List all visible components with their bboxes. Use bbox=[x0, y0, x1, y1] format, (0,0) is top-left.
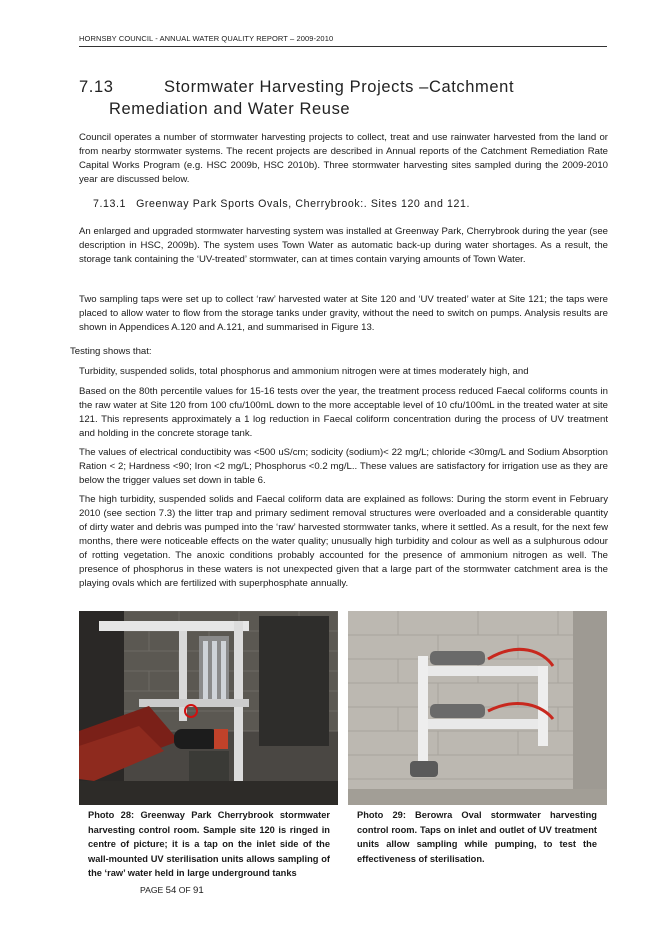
running-header: HORNSBY COUNCIL - ANNUAL WATER QUALITY REPORT – 2009-2010 bbox=[79, 34, 607, 47]
finding-storm-event: The high turbidity, suspended solids and Faecal coliform data are explained as follows: During the storm event in February 2010 (see section 7.3) the litter trap and primary sediment removal structures were overloaded and a considerable quantity of dirty water and debris was pumped into the ‘raw’ harvested stormwater tanks, where it settled. As a result, for the next few months, there were noticeable effects on the water quality; unusually high turbidity and colour as well as a sulphurous odour of rotting vegetation. The anoxic conditions probably accounted for the presence of ammonium nitrogen as well. The presence of phosphorus in these waters is not unexpected given that a large part of the stormwater catchment area is the playing ovals which are fertilized with superphosphate annually. bbox=[79, 494, 608, 589]
photo29-caption: Photo 29: Berowra Oval stormwater harvesting control room. Taps on inlet and outlet of UV treatment units allow sampling while pumping, to test the effectiveness of sterilisation. bbox=[357, 810, 597, 864]
page-footer bbox=[140, 885, 204, 896]
finding-faecal-coliforms: Based on the 80th percentile values for 15-16 tests over the year, the treatment process reduced Faecal coliforms counts in the raw water at Site 120 from 100 cfu/100mL down to the more acceptable level of 10 cfu/100mL in the treated water at site 121. This represents approximately a 1 log reduction in Faecal coliform concentration during the process of UV treatment and holding in the concrete storage tank. bbox=[79, 386, 608, 439]
photo-berowra-control-room bbox=[348, 611, 607, 805]
photo-greenway-control-room bbox=[79, 611, 338, 805]
intro-paragraph: Council operates a number of stormwater harvesting projects to collect, treat and use rainwater harvested from the land or from nearby stormwater systems. The recent projects are described in Annual reports of the Catchment Remediation Rate Capital Works Program (e.g. HSC 2009b, HSC 2010b). Three stormwater harvesting sites sampled during the 2009-2010 year are discussed below. bbox=[79, 132, 608, 185]
paragraph-sampling: Two sampling taps were set up to collect ‘raw’ harvested water at Site 120 and ‘UV treated’ water at Site 121; the taps were placed to allow water to flow from the storage tanks under gravity, without the need to switch on pumps. Analysis results are shown in Appendices A.120 and A.121, and summarised in Figure 13. bbox=[79, 294, 608, 333]
finding-turbidity: Turbidity, suspended solids, total phosphorus and ammonium nitrogen were at times moderately high, and bbox=[79, 366, 529, 377]
subsection-number: 7.13.1 bbox=[93, 198, 127, 210]
section-number: 7.13 bbox=[79, 78, 114, 96]
footer-of-label: OF bbox=[178, 885, 191, 895]
section-title-line2: Remediation and Water Reuse bbox=[109, 100, 351, 118]
photo28-caption: Photo 28: Greenway Park Cherrybrook stormwater harvesting control room. Sample site 120 is ringed in centre of picture; it is a tap on the inlet side of the wall-mounted UV sterilisation units allows sampling of the ‘raw’ water held in large underground tanks bbox=[88, 810, 330, 878]
testing-intro: Testing shows that: bbox=[70, 346, 152, 357]
footer-page-number: 54 bbox=[165, 885, 177, 896]
subsection-heading bbox=[93, 198, 470, 210]
paragraph-system: An enlarged and upgraded stormwater harvesting system was installed at Greenway Park, Cherrybrook during the year (see description in HSC, 2009b). The system uses Town Water as automatic back-up during water shortages. As a result, the storage tank containing the ‘UV-treated’ stormwater, can at times contain varying amounts of Town Water. bbox=[79, 226, 608, 265]
finding-conductivity: The values of electrical conductibity was <500 uS/cm; sodicity (sodium)< 22 mg/L; chloride <30mg/L and Sodium Absorption Ration < 2; Hardness <90; Iron <2 mg/L; Phosphorus <0.2 mg/L.. These values are satisfactory for irrigation use as they are below the trigger values set down in table 6. bbox=[79, 447, 608, 486]
subsection-title: Greenway Park Sports Ovals, Cherrybrook:. Sites 120 and 121. bbox=[136, 198, 471, 210]
footer-page-total: 91 bbox=[193, 885, 204, 896]
footer-page-label: PAGE bbox=[140, 885, 164, 895]
section-heading bbox=[79, 76, 619, 120]
section-title-line1: Stormwater Harvesting Projects –Catchment bbox=[164, 78, 515, 96]
